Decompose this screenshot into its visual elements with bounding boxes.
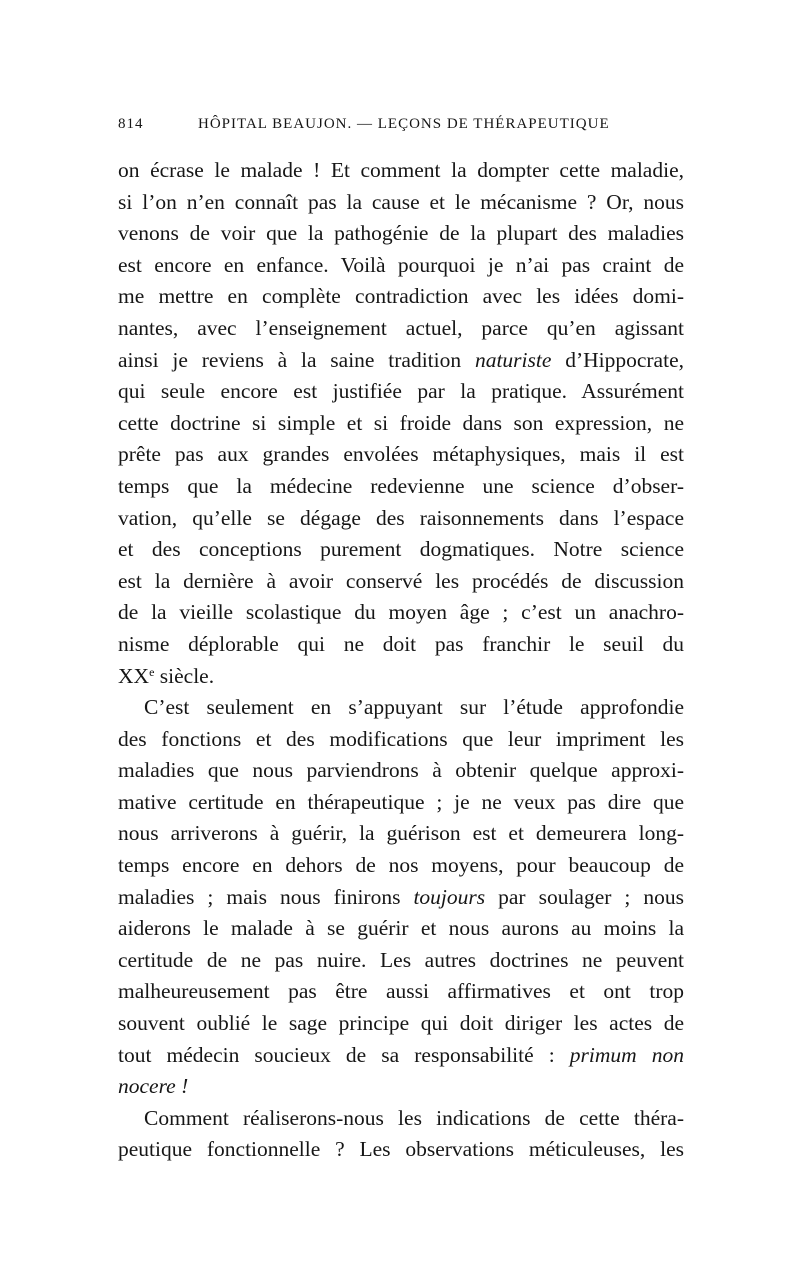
text-line: maladies que nous parviendrons à obtenir quelque approxi- bbox=[118, 758, 684, 783]
text-line: qui seule encore est justifiée par la pratique. Assurément bbox=[118, 379, 684, 404]
text-line: souvent oublié le sage principe qui doit diriger les actes de bbox=[118, 1011, 684, 1036]
text-line: est la dernière à avoir conservé les procédés de discussion bbox=[118, 568, 684, 593]
italic-term: toujours bbox=[413, 884, 486, 909]
italic-term: naturiste bbox=[474, 347, 552, 372]
text-line: prête pas aux grandes envolées métaphysiques, mais il est bbox=[118, 442, 684, 467]
text-line: C’est seulement en s’appuyant sur l’étude approfondie bbox=[144, 695, 684, 720]
text-line: nous arriverons à guérir, la guérison est et demeurera long- bbox=[118, 821, 684, 846]
text-line: nantes, avec l’enseignement actuel, parce qu’en agissant bbox=[118, 315, 684, 340]
text-line: certitude de ne pas nuire. Les autres doctrines ne peuvent bbox=[118, 947, 684, 972]
running-header bbox=[118, 116, 688, 140]
text-line: et des conceptions purement dogmatiques. Notre science bbox=[118, 537, 684, 562]
text-line: cette doctrine si simple et si froide dans son expression, ne bbox=[118, 410, 684, 435]
superscript: e bbox=[149, 664, 155, 679]
text-run: tout médecin soucieux de sa responsabilité : bbox=[118, 1042, 570, 1067]
text-line: des fonctions et des modifications que leur impriment les bbox=[118, 726, 684, 751]
text-line: temps encore en dehors de nos moyens, pour beaucoup de bbox=[118, 853, 684, 878]
text-line bbox=[118, 661, 684, 693]
text-line: vation, qu’elle se dégage des raisonnements dans l’espace bbox=[118, 505, 684, 530]
text-line: mative certitude en thérapeutique ; je ne veux pas dire que bbox=[118, 789, 684, 814]
body-text bbox=[118, 155, 684, 1166]
text-line: temps que la médecine redevienne une science d’obser- bbox=[118, 473, 684, 498]
italic-term: primum non bbox=[569, 1042, 684, 1067]
text-line: est encore en enfance. Voilà pourquoi je n’ai pas craint de bbox=[118, 252, 684, 277]
text-run: par soulager ; nous bbox=[485, 884, 684, 909]
text-line bbox=[118, 345, 684, 377]
text-line: malheureusement pas être aussi affirmatives et ont trop bbox=[118, 979, 684, 1004]
text-line: aiderons le malade à se guérir et nous aurons au moins la bbox=[118, 916, 684, 941]
text-line: on écrase le malade ! Et comment la dompter cette maladie, bbox=[118, 158, 684, 182]
text-line bbox=[118, 1071, 684, 1103]
text-run: XX bbox=[118, 663, 150, 688]
text-run: d’Hippocrate, bbox=[551, 347, 684, 372]
text-line bbox=[118, 882, 684, 914]
text-run: maladies ; mais nous finirons bbox=[118, 884, 414, 909]
text-line: venons de voir que la pathogénie de la plupart des maladies bbox=[118, 221, 684, 246]
running-title: HÔPITAL BEAUJON. — LEÇONS DE THÉRAPEUTIQUE bbox=[198, 116, 610, 132]
text-line bbox=[118, 1040, 684, 1072]
text-line: de la vieille scolastique du moyen âge ; c’est un anachro- bbox=[118, 600, 684, 625]
text-run: siècle. bbox=[154, 663, 215, 688]
text-line: Comment réaliserons-nous les indications de cette théra- bbox=[144, 1105, 684, 1130]
text-line: nisme déplorable qui ne doit pas franchir le seuil du bbox=[118, 631, 684, 656]
italic-term: nocere ! bbox=[118, 1074, 189, 1099]
text-run: ainsi je reviens à la saine tradition bbox=[118, 347, 475, 372]
page-number: 814 bbox=[118, 116, 144, 132]
text-line: peutique fonctionnelle ? Les observations méticuleuses, les bbox=[118, 1137, 684, 1162]
text-line: me mettre en complète contradiction avec les idées domi- bbox=[118, 284, 684, 309]
text-line: si l’on n’en connaît pas la cause et le mécanisme ? Or, nous bbox=[118, 189, 684, 214]
